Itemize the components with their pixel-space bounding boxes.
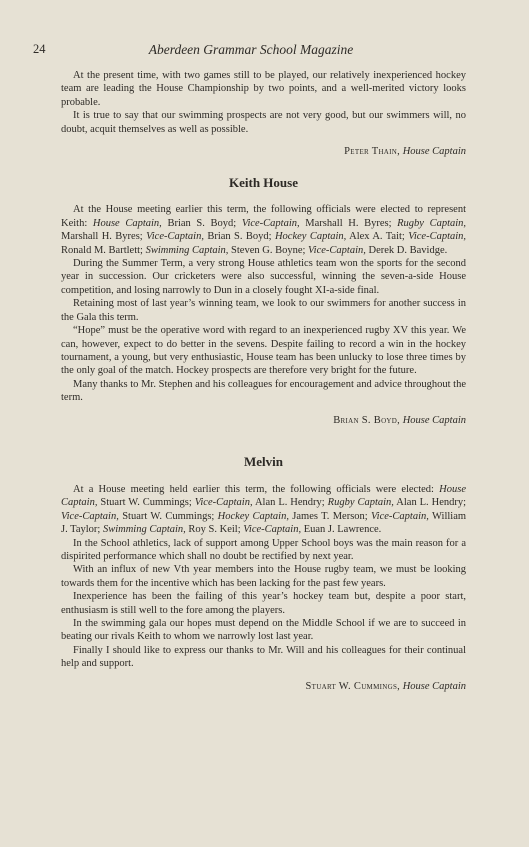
official-name: William J. Taylor; (61, 510, 467, 536)
signature-name: Peter Thain, (344, 146, 401, 158)
paragraph: Retaining most of last year’s winning team, we look to our swimmers for another success in the Gala this term. (61, 298, 466, 323)
running-title: Aberdeen Grammar School Magazine (148, 42, 354, 57)
official-name: Steven G. Boyne; (231, 244, 306, 256)
paragraph: During the Summer Term, a very strong House athletics team won the sports for the second year in succession. Our cricketers were also successful, winning the seven-a-side House competition, and losing narrowly to Dun in a closely fought XI-a-side final. (61, 258, 466, 296)
article-body (61, 69, 466, 693)
official-role: Vice-Captain, (194, 497, 253, 509)
melvin-section (61, 483, 466, 693)
keith-section (61, 203, 466, 427)
signature (61, 414, 466, 427)
official-role: Vice-Captain, (241, 217, 300, 229)
official-name: Stuart W. Cummings; (122, 510, 215, 522)
paragraph: At the present time, with two games still to be played, our relatively inexperienced hockey team are leading the House Championship by two points, and a well-merited victory looks probable. (61, 70, 466, 108)
official-role: Vice-Captain, (61, 510, 119, 522)
signature-name: Brian S. Boyd, (333, 414, 401, 426)
intro-section (61, 69, 466, 158)
paragraph: In the School athletics, lack of support among Upper School boys was the main reason for a dispirited performance which shall no doubt be rectified by next year. (61, 537, 466, 562)
official-name: Ronald M. Bartlett; (61, 244, 143, 256)
official-role: Vice-Captain, (408, 231, 467, 243)
official-role: Vice-Captain, (146, 231, 204, 243)
signature (61, 680, 466, 693)
paragraph: It is true to say that our swimming prospects are not very good, but our swimmers will, no doubt, acquit themselves as well as possible. (61, 110, 466, 135)
paragraph: Many thanks to Mr. Stephen and his colleagues for encouragement and advice throughout the term. (61, 378, 466, 404)
paragraph: In the swimming gala our hopes must depend on the Middle School if we are to succeed in beating our rivals Keith to whom we narrowly lost last year. (61, 618, 466, 643)
paragraph: Inexperience has been the failing of this year’s hockey team but, despite a poor start, enthusiasm is still well to the fore among the players. (61, 591, 466, 616)
official-name: Roy S. Keil; (188, 524, 241, 536)
officials-lead: At the House meeting earlier this term, the following officials were elected to represent Keith: (61, 204, 466, 229)
official-name: Euan J. Lawrence. (303, 524, 382, 536)
official-role: Rugby Captain, (397, 217, 467, 229)
official-role: Vice-Captain, (308, 244, 366, 256)
official-role: Vice-Captain, (371, 510, 429, 522)
official-role: Hockey Captain, (274, 231, 347, 243)
official-name: Alan L. Hendry; (254, 497, 325, 509)
page-header (33, 42, 469, 58)
signature (61, 145, 466, 158)
official-role: House Captain, (61, 483, 467, 509)
paragraph: “Hope” must be the operative word with regard to an inexperienced rugby XV this year. We can, however, expect to do better in the sevens. Despite failing to record a win in the hockey tournament, a young, but very enthusiastic, House team has been unlucky to lose three times by the only goal of the match. Hockey prospects are therefore very bright for the future. (61, 325, 466, 377)
section-heading-melvin: Melvin (244, 453, 283, 469)
official-name: Stuart W. Cummings; (100, 497, 192, 509)
paragraph: With an influx of new Vth year members into the House rugby team, we must be looking towards them for the incentive which has been lacking for the past few years. (61, 564, 466, 589)
officials-lead: At a House meeting held earlier this term, the following officials were elected: (73, 483, 434, 495)
official-name: Marshall H. Byres; (61, 231, 143, 243)
official-name: Brian S. Boyd; (167, 217, 237, 229)
signature-role: House Captain (402, 414, 466, 426)
official-name: Derek D. Bavidge. (368, 244, 448, 256)
paragraph: Finally I should like to express our thanks to Mr. Will and his colleagues for their continual help and support. (61, 644, 466, 670)
official-role: Rugby Captain, (327, 497, 394, 509)
official-name: Brian S. Boyd; (207, 231, 272, 243)
official-role: Swimming Captain, (145, 244, 229, 256)
official-role: Hockey Captain, (217, 510, 289, 522)
signature-name: Stuart W. Cummings, (305, 680, 401, 692)
section-heading-keith: Keith House (229, 175, 298, 191)
officials-paragraph (61, 203, 466, 257)
official-role: Vice-Captain, (243, 524, 302, 536)
official-name: James T. Merson; (292, 510, 368, 522)
official-name: Marshall H. Byres; (305, 217, 392, 229)
official-name: Alex A. Tait; (349, 231, 405, 243)
officials-paragraph (61, 483, 466, 537)
signature-role: House Captain (402, 146, 466, 158)
official-role: Swimming Captain, (102, 524, 186, 536)
signature-role: House Captain (402, 680, 466, 692)
official-role: House Captain, (92, 217, 162, 229)
page-number: 24 (33, 42, 46, 56)
official-name: Alan L. Hendry; (396, 497, 467, 509)
